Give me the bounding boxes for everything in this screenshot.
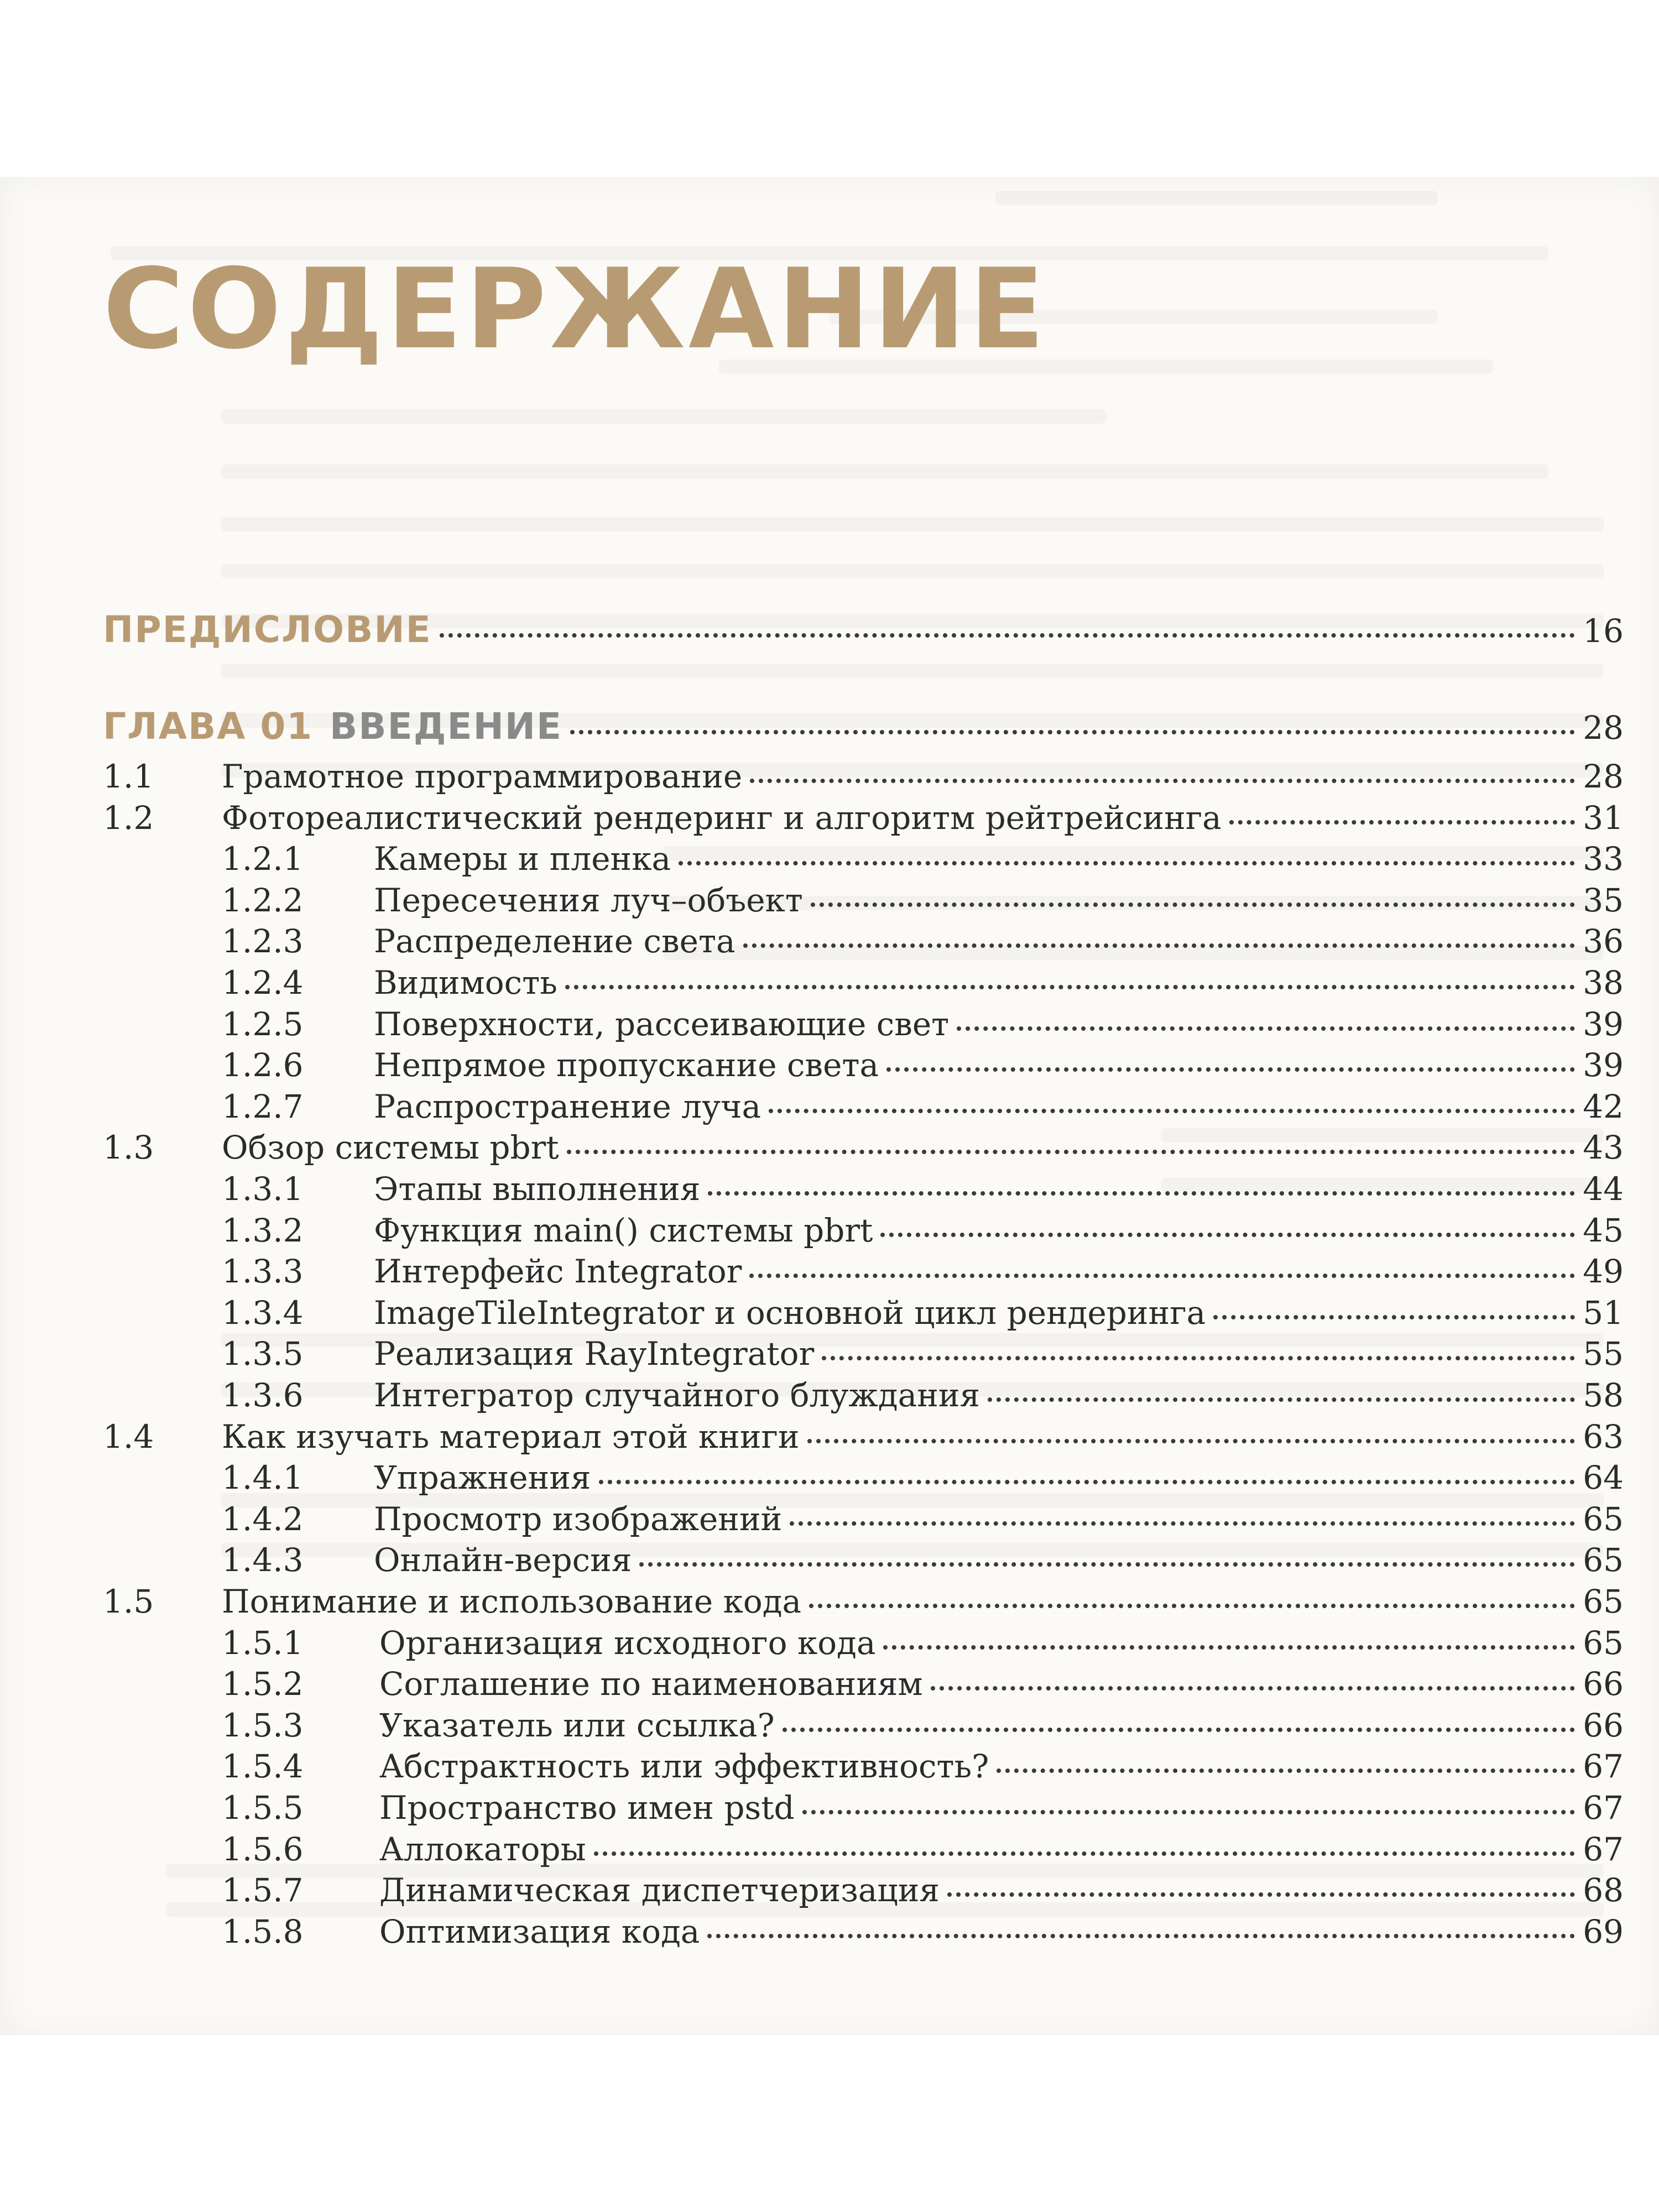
page-number: 64 <box>1583 1459 1624 1496</box>
dot-leader <box>997 1768 1575 1773</box>
section-title: Грамотное программирование <box>222 758 743 795</box>
dot-leader <box>811 902 1575 907</box>
page-number: 33 <box>1583 840 1624 878</box>
section-title: Камеры и пленка <box>374 840 671 878</box>
section-number: 1.2.4 <box>222 964 304 1001</box>
page-number: 31 <box>1583 799 1624 837</box>
dot-leader <box>708 1191 1575 1196</box>
dot-leader <box>807 1439 1575 1443</box>
section-number: 1.3 <box>103 1129 154 1166</box>
page-number: 38 <box>1583 964 1624 1001</box>
toc-entry-row[interactable] <box>103 1170 1624 1208</box>
section-title: Распределение света <box>374 922 735 960</box>
dot-leader <box>750 779 1575 783</box>
toc-entry-row[interactable] <box>103 1500 1624 1538</box>
section-title: Оптимизация кода <box>379 1913 700 1950</box>
dot-leader <box>947 1892 1575 1897</box>
section-title: Динамическая диспетчеризация <box>379 1871 940 1909</box>
section-number: 1.4.1 <box>222 1459 304 1496</box>
section-title: Обзор системы pbrt <box>222 1129 559 1166</box>
page-number: 65 <box>1583 1541 1624 1579</box>
section-number: 1.3.5 <box>222 1335 304 1373</box>
page-number: 66 <box>1583 1665 1624 1703</box>
page-number: 67 <box>1583 1789 1624 1827</box>
dot-leader <box>599 1480 1575 1484</box>
section-number: 1.4.3 <box>222 1541 304 1579</box>
page-number: 35 <box>1583 881 1624 919</box>
toc-entry-row[interactable] <box>103 1335 1624 1373</box>
dot-leader <box>822 1356 1575 1360</box>
chapter-number: ГЛАВА 01 <box>103 705 314 748</box>
toc-entry-row[interactable] <box>103 1459 1624 1496</box>
dot-leader <box>886 1067 1575 1072</box>
dot-leader <box>440 633 1575 638</box>
chapter-title: ВВЕДЕНИЕ <box>330 705 563 748</box>
section-number: 1.2 <box>103 799 154 837</box>
section-title: Понимание и использование кода <box>222 1583 802 1620</box>
toc-entry-row[interactable] <box>103 1376 1624 1414</box>
page-number: 42 <box>1583 1088 1624 1125</box>
dot-leader <box>743 943 1575 948</box>
section-number: 1.2.7 <box>222 1088 304 1125</box>
dot-leader <box>782 1728 1575 1732</box>
section-title: Онлайн-версия <box>374 1541 632 1579</box>
page-number: 67 <box>1583 1830 1624 1868</box>
section-title: Видимость <box>374 964 557 1001</box>
page-number: 39 <box>1583 1046 1624 1084</box>
page-number: 65 <box>1583 1500 1624 1538</box>
dot-leader <box>567 1150 1575 1154</box>
dot-leader <box>1213 1315 1575 1319</box>
section-number: 1.5.2 <box>222 1665 304 1703</box>
section-number: 1.4.2 <box>222 1500 304 1538</box>
dot-leader <box>802 1810 1575 1814</box>
toc-entry-row[interactable] <box>103 1583 1624 1620</box>
page-number: 55 <box>1583 1335 1624 1373</box>
section-number: 1.3.2 <box>222 1212 304 1249</box>
toc-entry-row[interactable] <box>103 799 1624 837</box>
section-number: 1.2.2 <box>222 881 304 919</box>
section-number: 1.5 <box>103 1583 154 1620</box>
page-title: СОДЕРЖАНИЕ <box>103 245 1048 374</box>
section-title: Аллокаторы <box>379 1830 586 1868</box>
toc-entry-row[interactable] <box>103 922 1624 960</box>
section-title: Абстрактность или эффективность? <box>379 1747 989 1785</box>
section-title: Пересечения луч–объект <box>374 881 803 919</box>
toc-preface-row[interactable] <box>103 608 1624 651</box>
toc-entry-row[interactable] <box>103 1005 1624 1043</box>
section-number: 1.3.1 <box>222 1170 304 1208</box>
page-number: 69 <box>1583 1913 1624 1950</box>
dot-leader <box>988 1397 1575 1402</box>
page-number: 28 <box>1583 758 1624 795</box>
page-number: 67 <box>1583 1747 1624 1785</box>
dot-leader <box>880 1233 1575 1237</box>
dot-leader <box>570 730 1575 734</box>
toc-entry-row[interactable] <box>103 1789 1624 1827</box>
toc-entry-row[interactable] <box>103 840 1624 878</box>
section-number: 1.5.5 <box>222 1789 304 1827</box>
dot-leader <box>639 1562 1575 1567</box>
section-number: 1.4 <box>103 1418 154 1455</box>
page-number: 36 <box>1583 922 1624 960</box>
dot-leader <box>957 1026 1575 1031</box>
section-number: 1.3.6 <box>222 1376 304 1414</box>
dot-leader <box>809 1604 1575 1608</box>
section-title: Этапы выполнения <box>374 1170 701 1208</box>
dot-leader <box>679 861 1575 865</box>
section-number: 1.5.7 <box>222 1871 304 1909</box>
toc-entry-row[interactable] <box>103 1871 1624 1909</box>
section-title: Организация исходного кода <box>379 1624 876 1662</box>
dot-leader <box>707 1934 1575 1938</box>
toc-entry-row[interactable] <box>103 1747 1624 1785</box>
toc-entry-row[interactable] <box>103 1541 1624 1579</box>
section-title: Непрямое пропускание света <box>374 1046 879 1084</box>
dot-leader <box>749 1274 1575 1278</box>
toc-entry-row[interactable] <box>103 1046 1624 1084</box>
section-title: ImageTileIntegrator и основной цикл рендеринга <box>374 1294 1206 1332</box>
section-number: 1.2.5 <box>222 1005 304 1043</box>
section-number: 1.2.3 <box>222 922 304 960</box>
dot-leader <box>565 985 1575 989</box>
section-number: 1.1 <box>103 758 154 795</box>
section-title: Как изучать материал этой книги <box>222 1418 800 1455</box>
section-title: Просмотр изображений <box>374 1500 782 1538</box>
section-title: Соглашение по наименованиям <box>379 1665 923 1703</box>
section-number: 1.5.4 <box>222 1747 304 1785</box>
section-title: Функция main() системы pbrt <box>374 1212 873 1249</box>
toc-entry-row[interactable] <box>103 1665 1624 1703</box>
toc-entry-row[interactable] <box>103 1830 1624 1868</box>
toc-entry-row[interactable] <box>103 881 1624 919</box>
section-number: 1.2.6 <box>222 1046 304 1084</box>
page-number: 51 <box>1583 1294 1624 1332</box>
preface-label: ПРЕДИСЛОВИЕ <box>103 608 432 651</box>
section-title: Интерфейс Integrator <box>374 1253 742 1290</box>
page-number: 66 <box>1583 1707 1624 1744</box>
page-number: 68 <box>1583 1871 1624 1909</box>
page-number: 44 <box>1583 1170 1624 1208</box>
page-number: 39 <box>1583 1005 1624 1043</box>
toc-entry-row[interactable] <box>103 964 1624 1001</box>
page-number: 49 <box>1583 1253 1624 1290</box>
page-number: 45 <box>1583 1212 1624 1249</box>
section-title: Пространство имен pstd <box>379 1789 795 1827</box>
toc-entry-row[interactable] <box>103 1129 1624 1166</box>
page-number: 16 <box>1583 612 1624 650</box>
dot-leader <box>790 1521 1575 1526</box>
toc-entry-row[interactable] <box>103 1088 1624 1125</box>
toc-entry-row[interactable] <box>103 1294 1624 1332</box>
section-title: Распространение луча <box>374 1088 761 1125</box>
section-number: 1.5.6 <box>222 1830 304 1868</box>
section-number: 1.3.4 <box>222 1294 304 1332</box>
toc-chapter-row[interactable] <box>103 705 1624 748</box>
section-title: Поверхности, рассеивающие свет <box>374 1005 950 1043</box>
section-number: 1.5.8 <box>222 1913 304 1950</box>
page-number: 28 <box>1583 709 1624 747</box>
dot-leader <box>1229 820 1575 825</box>
page-number: 65 <box>1583 1583 1624 1620</box>
page-number: 58 <box>1583 1376 1624 1414</box>
section-number: 1.3.3 <box>222 1253 304 1290</box>
page-number: 43 <box>1583 1129 1624 1166</box>
section-title: Реализация RayIntegrator <box>374 1335 815 1373</box>
page-number: 65 <box>1583 1624 1624 1662</box>
dot-leader <box>769 1109 1575 1113</box>
section-number: 1.5.3 <box>222 1707 304 1744</box>
toc-entry-row[interactable] <box>103 1253 1624 1290</box>
page-number: 63 <box>1583 1418 1624 1455</box>
section-number: 1.2.1 <box>222 840 304 878</box>
section-title: Фотореалистический рендеринг и алгоритм рейтрейсинга <box>222 799 1222 837</box>
toc-entry-row[interactable] <box>103 1212 1624 1249</box>
section-number: 1.5.1 <box>222 1624 304 1662</box>
toc-entry-row[interactable] <box>103 1624 1624 1662</box>
dot-leader <box>594 1851 1575 1856</box>
toc-entry-row[interactable] <box>103 758 1624 795</box>
toc-entry-row[interactable] <box>103 1418 1624 1455</box>
toc-entry-row[interactable] <box>103 1913 1624 1950</box>
toc-entry-row[interactable] <box>103 1707 1624 1744</box>
section-title: Интегратор случайного блуждания <box>374 1376 980 1414</box>
section-title: Указатель или ссылка? <box>379 1707 775 1744</box>
dot-leader <box>883 1645 1575 1650</box>
dot-leader <box>931 1686 1575 1691</box>
section-title: Упражнения <box>374 1459 591 1496</box>
